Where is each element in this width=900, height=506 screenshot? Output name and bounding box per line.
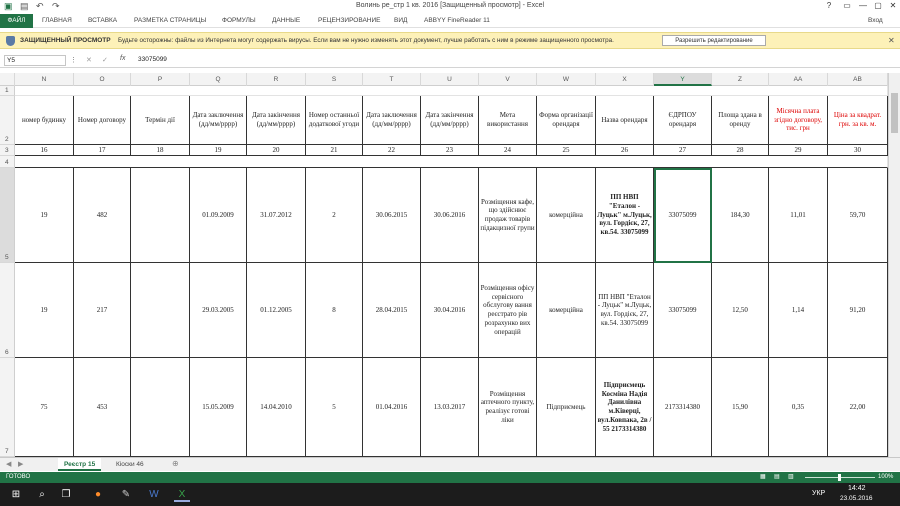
header-cell[interactable]: Форма організації орендаря <box>537 96 596 145</box>
col-header[interactable]: AB <box>828 73 888 86</box>
header-cell[interactable]: Дата заключення (дд/мм/рррр) <box>190 96 247 145</box>
data-cell[interactable]: 28.04.2015 <box>363 263 421 358</box>
col-number-cell[interactable]: 22 <box>363 145 421 156</box>
excel-logo-icon: ▣ <box>4 1 13 11</box>
scrollbar-thumb[interactable] <box>891 93 898 133</box>
col-number-cell[interactable]: 18 <box>131 145 190 156</box>
row-header[interactable]: 4 <box>0 156 15 168</box>
data-cell[interactable]: Підприємець <box>537 358 596 457</box>
data-cell[interactable]: ПП НВП "Еталон - Луцьк" м.Луцьк, вул. Гордієк, 27, кв.54. 33075099 <box>596 263 654 358</box>
shield-icon <box>6 36 15 46</box>
data-cell[interactable]: 91,20 <box>828 263 888 358</box>
tab-insert[interactable]: ВСТАВКА <box>88 17 118 24</box>
selected-cell[interactable]: 33075099 <box>654 168 712 263</box>
data-cell[interactable]: 1,14 <box>769 263 828 358</box>
data-cell[interactable]: 01.09.2009 <box>190 168 247 263</box>
data-cell[interactable]: 19 <box>15 168 74 263</box>
data-cell[interactable] <box>131 358 190 457</box>
data-cell[interactable]: 453 <box>74 358 131 457</box>
col-number-cell[interactable]: 24 <box>479 145 537 156</box>
header-cell[interactable]: Ціна за квадрат. грн. за кв. м. <box>828 96 888 145</box>
tab-review[interactable]: РЕЦЕНЗИРОВАНИЕ <box>318 17 381 24</box>
enter-icon[interactable]: ✓ <box>102 57 108 64</box>
protected-view-bar <box>0 32 900 49</box>
worksheet-grid <box>15 86 888 457</box>
normal-view-icon[interactable]: ▦ <box>760 474 766 480</box>
header-cell[interactable]: номер будинку <box>15 96 74 145</box>
task-view-icon[interactable]: ❐ <box>61 489 71 500</box>
tab-home[interactable]: ГЛАВНАЯ <box>42 17 72 24</box>
row-header[interactable]: 1 <box>0 86 15 96</box>
name-box[interactable]: Y5 <box>4 55 66 66</box>
header-cell[interactable]: Номер останньої додаткової угоди <box>306 96 363 145</box>
col-number-cell[interactable]: 26 <box>596 145 654 156</box>
data-cell[interactable]: 184,30 <box>712 168 769 263</box>
data-cell[interactable]: 31.07.2012 <box>247 168 306 263</box>
col-number-cell[interactable]: 28 <box>712 145 769 156</box>
header-cell[interactable]: ЄДРПОУ орендаря <box>654 96 712 145</box>
function-icon[interactable]: fx <box>120 55 126 62</box>
app-icon[interactable]: ✎ <box>121 489 131 500</box>
window-title: Волинь ре_стр 1 кв. 2016 [Защищенный просмотр] - Excel <box>355 2 545 9</box>
clock-time[interactable]: 14:42 <box>848 485 866 492</box>
ribbon-display-icon[interactable]: ▭ <box>843 1 851 10</box>
column-headers <box>0 73 900 86</box>
data-cell[interactable]: 12,50 <box>712 263 769 358</box>
protected-view-title: ЗАЩИЩЕННЫЙ ПРОСМОТР <box>20 37 111 44</box>
status-ready: ГОТОВО <box>6 474 31 480</box>
help-icon[interactable]: ? <box>826 1 832 10</box>
col-header[interactable]: P <box>131 73 190 86</box>
header-cell[interactable]: Назва орендаря <box>596 96 654 145</box>
minimize-icon[interactable]: — <box>859 1 867 10</box>
col-header[interactable]: O <box>74 73 131 86</box>
row-header[interactable]: 2 <box>0 96 15 145</box>
user-sign-in[interactable]: Вход <box>868 17 883 24</box>
col-header[interactable]: S <box>306 73 363 86</box>
firefox-icon[interactable]: ● <box>94 489 102 500</box>
col-header[interactable]: T <box>363 73 421 86</box>
word-icon[interactable]: W <box>149 489 159 500</box>
data-cell[interactable]: 01.04.2016 <box>363 358 421 457</box>
data-cell[interactable]: Розміщення кафе, що здійснює продаж товарів підакцизної групи <box>479 168 537 263</box>
data-cell[interactable]: 0,35 <box>769 358 828 457</box>
col-number-cell[interactable]: 21 <box>306 145 363 156</box>
status-bar <box>0 472 900 483</box>
data-cell[interactable]: 2 <box>306 168 363 263</box>
data-cell[interactable]: 19 <box>15 263 74 358</box>
zoom-level[interactable]: 100% <box>878 474 894 480</box>
prev-sheet-icon[interactable]: ◀ <box>6 461 12 468</box>
close-icon[interactable]: ✕ <box>889 1 897 10</box>
data-cell[interactable]: 14.04.2010 <box>247 358 306 457</box>
page-layout-icon[interactable]: ▤ <box>774 474 780 480</box>
tab-formulas[interactable]: ФОРМУЛЫ <box>222 17 256 24</box>
page-break-icon[interactable]: ▥ <box>788 474 794 480</box>
add-sheet-icon[interactable]: ⊕ <box>172 459 179 468</box>
col-number-cell[interactable]: 27 <box>654 145 712 156</box>
header-cell[interactable]: Площа здана в оренду <box>712 96 769 145</box>
data-cell[interactable]: Розміщення офісу сервісного обслугову вання реєстрато рів розрахунко вих операцій <box>479 263 537 358</box>
col-header[interactable]: W <box>537 73 596 86</box>
undo-icon[interactable]: ↶ <box>36 1 44 11</box>
language-indicator[interactable]: УКР <box>812 490 826 497</box>
search-icon[interactable]: ⌕ <box>39 489 45 500</box>
col-number-cell[interactable]: 19 <box>190 145 247 156</box>
data-cell[interactable]: 13.03.2017 <box>421 358 479 457</box>
col-header[interactable]: Q <box>190 73 247 86</box>
maximize-icon[interactable]: ▢ <box>874 1 882 10</box>
sheet-tabs-bar <box>0 457 900 471</box>
formula-input[interactable]: 33075099 <box>138 56 167 63</box>
sheet-tab[interactable]: Кіоски 46 <box>116 461 144 468</box>
col-number-cell[interactable]: 16 <box>15 145 74 156</box>
col-header[interactable]: V <box>479 73 537 86</box>
data-cell[interactable]: 30.06.2015 <box>363 168 421 263</box>
excel-icon[interactable]: X <box>174 487 190 502</box>
cancel-icon[interactable]: ✕ <box>86 57 92 64</box>
data-cell[interactable]: 30.06.2016 <box>421 168 479 263</box>
header-cell[interactable]: Термін дії <box>131 96 190 145</box>
data-cell[interactable]: 59,70 <box>828 168 888 263</box>
select-all-corner[interactable] <box>0 73 15 86</box>
tab-page-layout[interactable]: РАЗМЕТКА СТРАНИЦЫ <box>134 17 207 24</box>
data-cell[interactable] <box>131 168 190 263</box>
taskbar <box>0 483 900 506</box>
col-header[interactable]: R <box>247 73 306 86</box>
data-cell[interactable] <box>131 263 190 358</box>
data-cell[interactable]: 15.05.2009 <box>190 358 247 457</box>
data-cell[interactable]: 15,90 <box>712 358 769 457</box>
col-header[interactable]: N <box>15 73 74 86</box>
tab-view[interactable]: ВИД <box>394 17 408 24</box>
data-cell[interactable]: 01.12.2005 <box>247 263 306 358</box>
data-cell[interactable]: 8 <box>306 263 363 358</box>
next-sheet-icon[interactable]: ▶ <box>18 461 24 468</box>
col-header[interactable]: AA <box>769 73 828 86</box>
sheet-tab-active[interactable]: Реєстр 15 <box>58 458 101 471</box>
vertical-scrollbar[interactable] <box>888 73 900 457</box>
col-header[interactable]: X <box>596 73 654 86</box>
tab-file[interactable]: ФАЙЛ <box>0 14 33 28</box>
header-cell[interactable]: Дата закінчення (дд/мм/рррр) <box>421 96 479 145</box>
row-header[interactable]: 6 <box>0 263 15 358</box>
data-cell[interactable]: 22,00 <box>828 358 888 457</box>
data-cell[interactable]: 30.04.2016 <box>421 263 479 358</box>
col-number-cell[interactable]: 20 <box>247 145 306 156</box>
redo-icon[interactable]: ↷ <box>52 1 60 11</box>
data-cell[interactable]: 33075099 <box>654 263 712 358</box>
row-1[interactable] <box>15 86 888 96</box>
col-header-selected[interactable]: Y <box>654 73 712 86</box>
data-cell[interactable]: 29.03.2005 <box>190 263 247 358</box>
tab-abbyy[interactable]: ABBYY FineReader 11 <box>424 17 490 24</box>
close-bar-icon[interactable]: ✕ <box>888 36 895 45</box>
data-cell[interactable]: Розміщення аптечного пункту, реалізує готові ліки <box>479 358 537 457</box>
data-cell[interactable]: 11,01 <box>769 168 828 263</box>
save-icon[interactable]: ▤ <box>20 1 29 11</box>
col-header[interactable]: U <box>421 73 479 86</box>
header-cell[interactable]: Номер договору <box>74 96 131 145</box>
col-number-cell[interactable]: 23 <box>421 145 479 156</box>
data-cell[interactable]: Підприємець Косміна Надія Данилівна м.Ківерці, вул.Ковпака, 2в / 55 2173314380 <box>596 358 654 457</box>
data-cell[interactable]: комерційна <box>537 263 596 358</box>
row-4[interactable] <box>15 156 888 168</box>
col-number-cell[interactable]: 17 <box>74 145 131 156</box>
ribbon-tabs <box>0 14 900 28</box>
zoom-slider-thumb[interactable] <box>838 474 841 481</box>
row-header[interactable]: 3 <box>0 145 15 156</box>
windows-start-icon[interactable]: ⊞ <box>11 489 21 500</box>
enable-editing-button[interactable]: Разрешить редактирование <box>662 35 766 46</box>
row-header-selected[interactable]: 5 <box>0 168 15 263</box>
formula-bar <box>0 54 900 68</box>
header-cell[interactable]: Дата закінчення (дд/мм/рррр) <box>247 96 306 145</box>
data-cell[interactable]: 217 <box>74 263 131 358</box>
data-cell[interactable]: 5 <box>306 358 363 457</box>
col-number-cell[interactable]: 25 <box>537 145 596 156</box>
title-bar <box>0 0 900 14</box>
data-cell[interactable]: 2173314380 <box>654 358 712 457</box>
header-cell[interactable]: Мета використання <box>479 96 537 145</box>
data-cell[interactable]: ПП НВП "Еталон - Луцьк" м.Луцьк, вул. Гордієк, 27, кв.54. 33075099 <box>596 168 654 263</box>
data-cell[interactable]: 75 <box>15 358 74 457</box>
col-header[interactable]: Z <box>712 73 769 86</box>
header-cell[interactable]: Місячна плата згідно договору, тис. грн <box>769 96 828 145</box>
data-cell[interactable]: 482 <box>74 168 131 263</box>
data-cell[interactable]: комерційна <box>537 168 596 263</box>
protected-view-message: Будьте осторожны: файлы из Интернета могут содержать вирусы. Если вам не нужно изменять этот документ, лучше работать с ним в режиме защищенного просмотра. <box>118 37 614 44</box>
header-cell[interactable]: Дата заключення (дд/мм/рррр) <box>363 96 421 145</box>
row-header[interactable]: 7 <box>0 358 15 457</box>
name-box-dropdown-icon[interactable]: ⋮ <box>70 57 77 64</box>
tab-data[interactable]: ДАННЫЕ <box>272 17 301 24</box>
col-number-cell[interactable]: 30 <box>828 145 888 156</box>
clock-date[interactable]: 23.05.2016 <box>840 495 873 502</box>
col-number-cell[interactable]: 29 <box>769 145 828 156</box>
